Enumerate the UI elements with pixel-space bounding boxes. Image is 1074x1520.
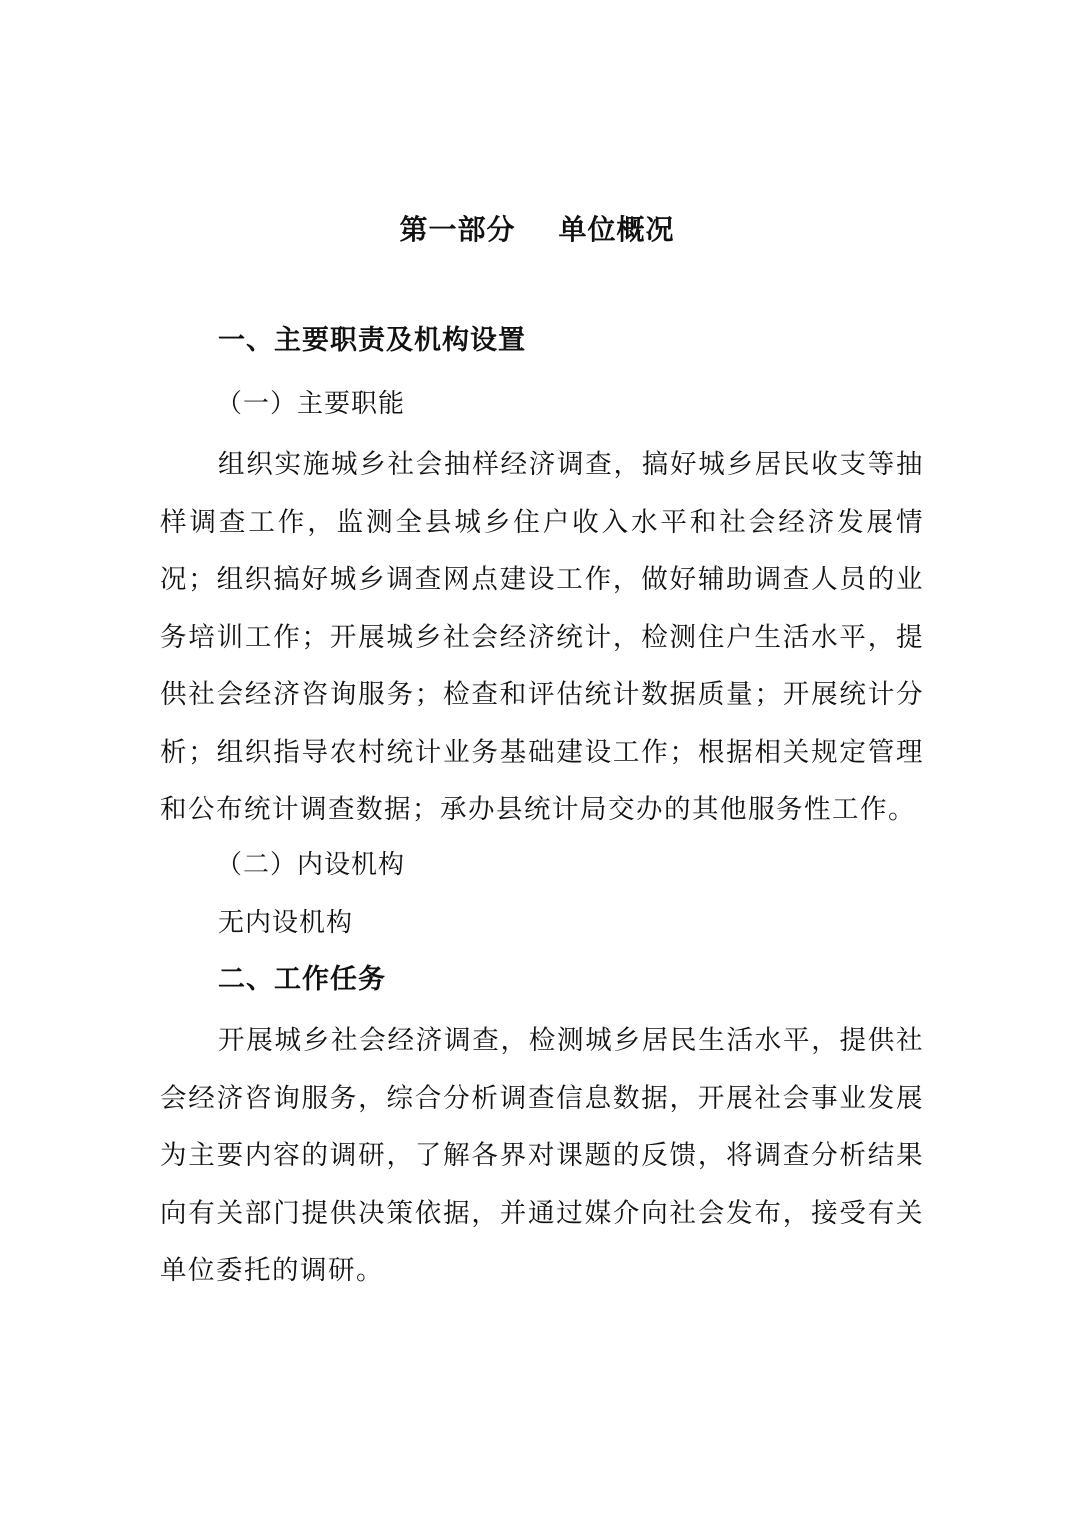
section-heading-duties: 一、主要职责及机构设置 xyxy=(218,325,526,356)
internal-units-text: 无内设机构 xyxy=(218,908,354,938)
tasks-paragraph: 开展城乡社会经济调查，检测城乡居民生活水平，提供社会经济咨询服务，综合分析调查信息数据，开展社会事业发展为主要内容的调研，了解各界对课题的反馈，将调查分析结果向有关部门提供决策依据，并通过媒介向社会发布，接受有关单位委托的调研。 xyxy=(160,1025,924,1286)
subsection-heading-functions: （一）主要职能 xyxy=(216,389,406,419)
page-title: 第一部分 单位概况 xyxy=(399,213,675,246)
subsection-heading-internal-units: （二）内设机构 xyxy=(216,850,406,880)
section-heading-tasks: 二、工作任务 xyxy=(218,964,386,995)
functions-paragraph: 组织实施城乡社会抽样经济调查，搞好城乡居民收支等抽样调查工作，监测全县城乡住户收入水平和社会经济发展情况；组织搞好城乡调查网点建设工作，做好辅助调查人员的业务培训工作；开展城乡社会经济统计，检测住户生活水平，提供社会经济咨询服务；检查和评估统计数据质量；开展统计分析；组织指导农村统计业务基础建设工作；根据相关规定管理和公布统计调查数据；承办县统计局交办的其他服务性工作。 xyxy=(160,449,924,825)
